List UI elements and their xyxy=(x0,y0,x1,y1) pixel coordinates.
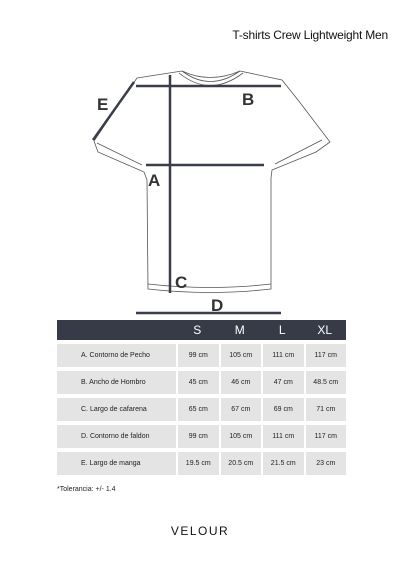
table-cell: 99 cm xyxy=(176,344,219,367)
tolerance-note: *Tolerancia: +/- 1.4 xyxy=(57,486,116,493)
row-label: C. Largo de cafarena xyxy=(81,406,147,413)
table-cell: 47 cm xyxy=(261,371,304,394)
row-label: B. Ancho de Hombro xyxy=(81,379,146,386)
size-table xyxy=(57,320,346,475)
label-a: A xyxy=(148,171,161,190)
table-cell: 21.5 cm xyxy=(261,452,304,475)
table-cell: 19.5 cm xyxy=(176,452,219,475)
page-title: T-shirts Crew Lightweight Men xyxy=(232,28,388,42)
table-row xyxy=(57,371,346,394)
table-cell: 65 cm xyxy=(176,398,219,421)
size-header-m: M xyxy=(234,323,245,337)
table-cell: 71 cm xyxy=(304,398,347,421)
table-cell: 99 cm xyxy=(176,425,219,448)
label-d: D xyxy=(211,296,224,315)
table-row xyxy=(57,398,346,421)
row-label: D. Contorno de faldon xyxy=(81,433,150,440)
row-label: A. Contorno de Pecho xyxy=(81,352,150,359)
table-cell: 111 cm xyxy=(261,344,304,367)
table-cell: 23 cm xyxy=(304,452,347,475)
table-cell: 46 cm xyxy=(219,371,262,394)
size-header-s: S xyxy=(193,323,202,337)
table-cell: 117 cm xyxy=(304,344,347,367)
size-header-l: L xyxy=(278,323,286,337)
label-c: C xyxy=(175,273,188,292)
table-cell: 67 cm xyxy=(219,398,262,421)
table-cell: 20.5 cm xyxy=(219,452,262,475)
table-cell: 111 cm xyxy=(261,425,304,448)
table-row xyxy=(57,425,346,448)
label-e: E xyxy=(97,95,109,114)
row-label: E. Largo de manga xyxy=(81,460,141,467)
size-table-header xyxy=(57,320,346,340)
table-cell: 48.5 cm xyxy=(304,371,347,394)
table-cell: 69 cm xyxy=(261,398,304,421)
size-header-xl: XL xyxy=(317,323,333,337)
table-row xyxy=(57,344,346,367)
tshirt-outline xyxy=(94,71,330,293)
brand-logo-text: VELOUR xyxy=(170,524,230,538)
table-cell: 45 cm xyxy=(176,371,219,394)
label-b: B xyxy=(242,90,255,109)
table-cell: 117 cm xyxy=(304,425,347,448)
table-row xyxy=(57,452,346,475)
table-cell: 105 cm xyxy=(219,425,262,448)
table-cell: 105 cm xyxy=(219,344,262,367)
